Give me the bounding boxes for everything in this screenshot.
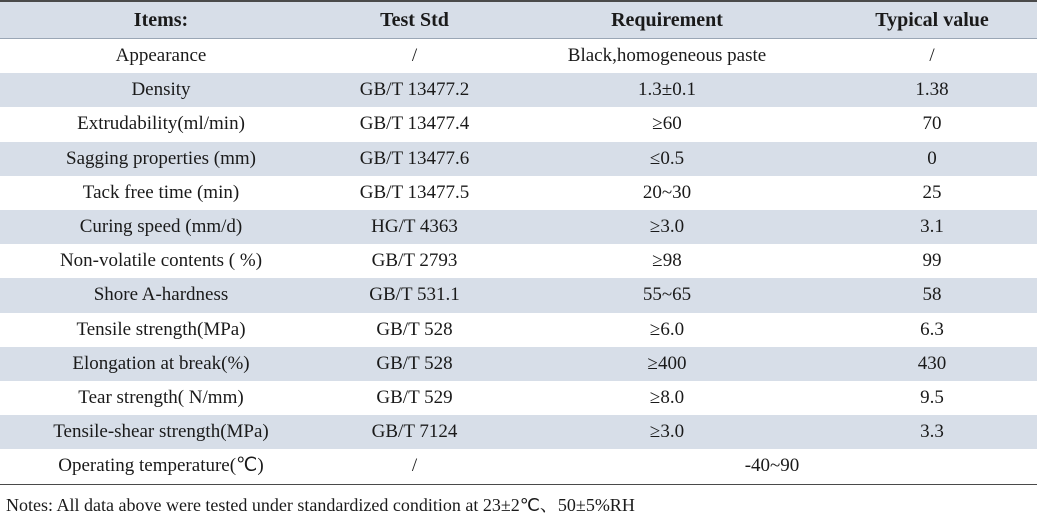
cell-requirement: 20~30: [507, 176, 827, 210]
cell-std: GB/T 528: [322, 313, 507, 347]
cell-item: Density: [0, 73, 322, 107]
cell-std: GB/T 529: [322, 381, 507, 415]
cell-std: GB/T 13477.4: [322, 107, 507, 141]
table-row: [0, 278, 1037, 312]
table-row: [0, 39, 1037, 74]
cell-typical-value: 58: [827, 278, 1037, 312]
cell-typical-value: 70: [827, 107, 1037, 141]
column-header-test-std: Test Std: [322, 1, 507, 39]
column-header-items: Items:: [0, 1, 322, 39]
cell-typical-value: 99: [827, 244, 1037, 278]
cell-requirement: Black,homogeneous paste: [507, 39, 827, 74]
cell-requirement: 1.3±0.1: [507, 73, 827, 107]
table-row: [0, 347, 1037, 381]
cell-item: Appearance: [0, 39, 322, 74]
cell-std: GB/T 13477.2: [322, 73, 507, 107]
cell-requirement: 55~65: [507, 278, 827, 312]
cell-std: GB/T 528: [322, 347, 507, 381]
table-body: [0, 39, 1037, 485]
cell-typical-value: 3.1: [827, 210, 1037, 244]
cell-requirement: ≥60: [507, 107, 827, 141]
table-row: [0, 244, 1037, 278]
cell-requirement: -40~90: [507, 449, 1037, 484]
cell-item: Curing speed (mm/d): [0, 210, 322, 244]
cell-requirement: ≥400: [507, 347, 827, 381]
cell-item: Elongation at break(%): [0, 347, 322, 381]
cell-item: Shore A-hardness: [0, 278, 322, 312]
table-row: [0, 142, 1037, 176]
cell-std: GB/T 13477.5: [322, 176, 507, 210]
cell-requirement: ≥3.0: [507, 210, 827, 244]
cell-std: /: [322, 449, 507, 484]
cell-typical-value: 9.5: [827, 381, 1037, 415]
table-row: [0, 176, 1037, 210]
table-row: [0, 381, 1037, 415]
table-row: [0, 313, 1037, 347]
cell-typical-value: /: [827, 39, 1037, 74]
cell-typical-value: 3.3: [827, 415, 1037, 449]
cell-std: HG/T 4363: [322, 210, 507, 244]
table-notes: Notes: All data above were tested under standardized condition at 23±2℃、50±5%RH: [6, 494, 635, 515]
table-row: [0, 210, 1037, 244]
table-header: [0, 1, 1037, 39]
cell-requirement: ≥3.0: [507, 415, 827, 449]
table-header-row: [0, 1, 1037, 39]
table-row: [0, 415, 1037, 449]
column-header-typical-value: Typical value: [827, 1, 1037, 39]
table-row-operating-temperature: [0, 449, 1037, 484]
cell-item: Tack free time (min): [0, 176, 322, 210]
cell-typical-value: 6.3: [827, 313, 1037, 347]
cell-typical-value: 430: [827, 347, 1037, 381]
cell-requirement: ≥98: [507, 244, 827, 278]
cell-requirement: ≤0.5: [507, 142, 827, 176]
cell-requirement: ≥6.0: [507, 313, 827, 347]
cell-item: Tensile strength(MPa): [0, 313, 322, 347]
cell-item: Tensile-shear strength(MPa): [0, 415, 322, 449]
cell-item: Operating temperature(℃): [0, 449, 322, 484]
cell-item: Tear strength( N/mm): [0, 381, 322, 415]
table-row: [0, 107, 1037, 141]
cell-item: Extrudability(ml/min): [0, 107, 322, 141]
cell-typical-value: 25: [827, 176, 1037, 210]
cell-std: GB/T 531.1: [322, 278, 507, 312]
cell-std: GB/T 7124: [322, 415, 507, 449]
cell-std: GB/T 2793: [322, 244, 507, 278]
cell-item: Sagging properties (mm): [0, 142, 322, 176]
cell-std: GB/T 13477.6: [322, 142, 507, 176]
cell-std: /: [322, 39, 507, 74]
cell-requirement: ≥8.0: [507, 381, 827, 415]
cell-typical-value: 0: [827, 142, 1037, 176]
column-header-requirement: Requirement: [507, 1, 827, 39]
cell-item: Non-volatile contents ( %): [0, 244, 322, 278]
table-row: [0, 73, 1037, 107]
cell-typical-value: 1.38: [827, 73, 1037, 107]
